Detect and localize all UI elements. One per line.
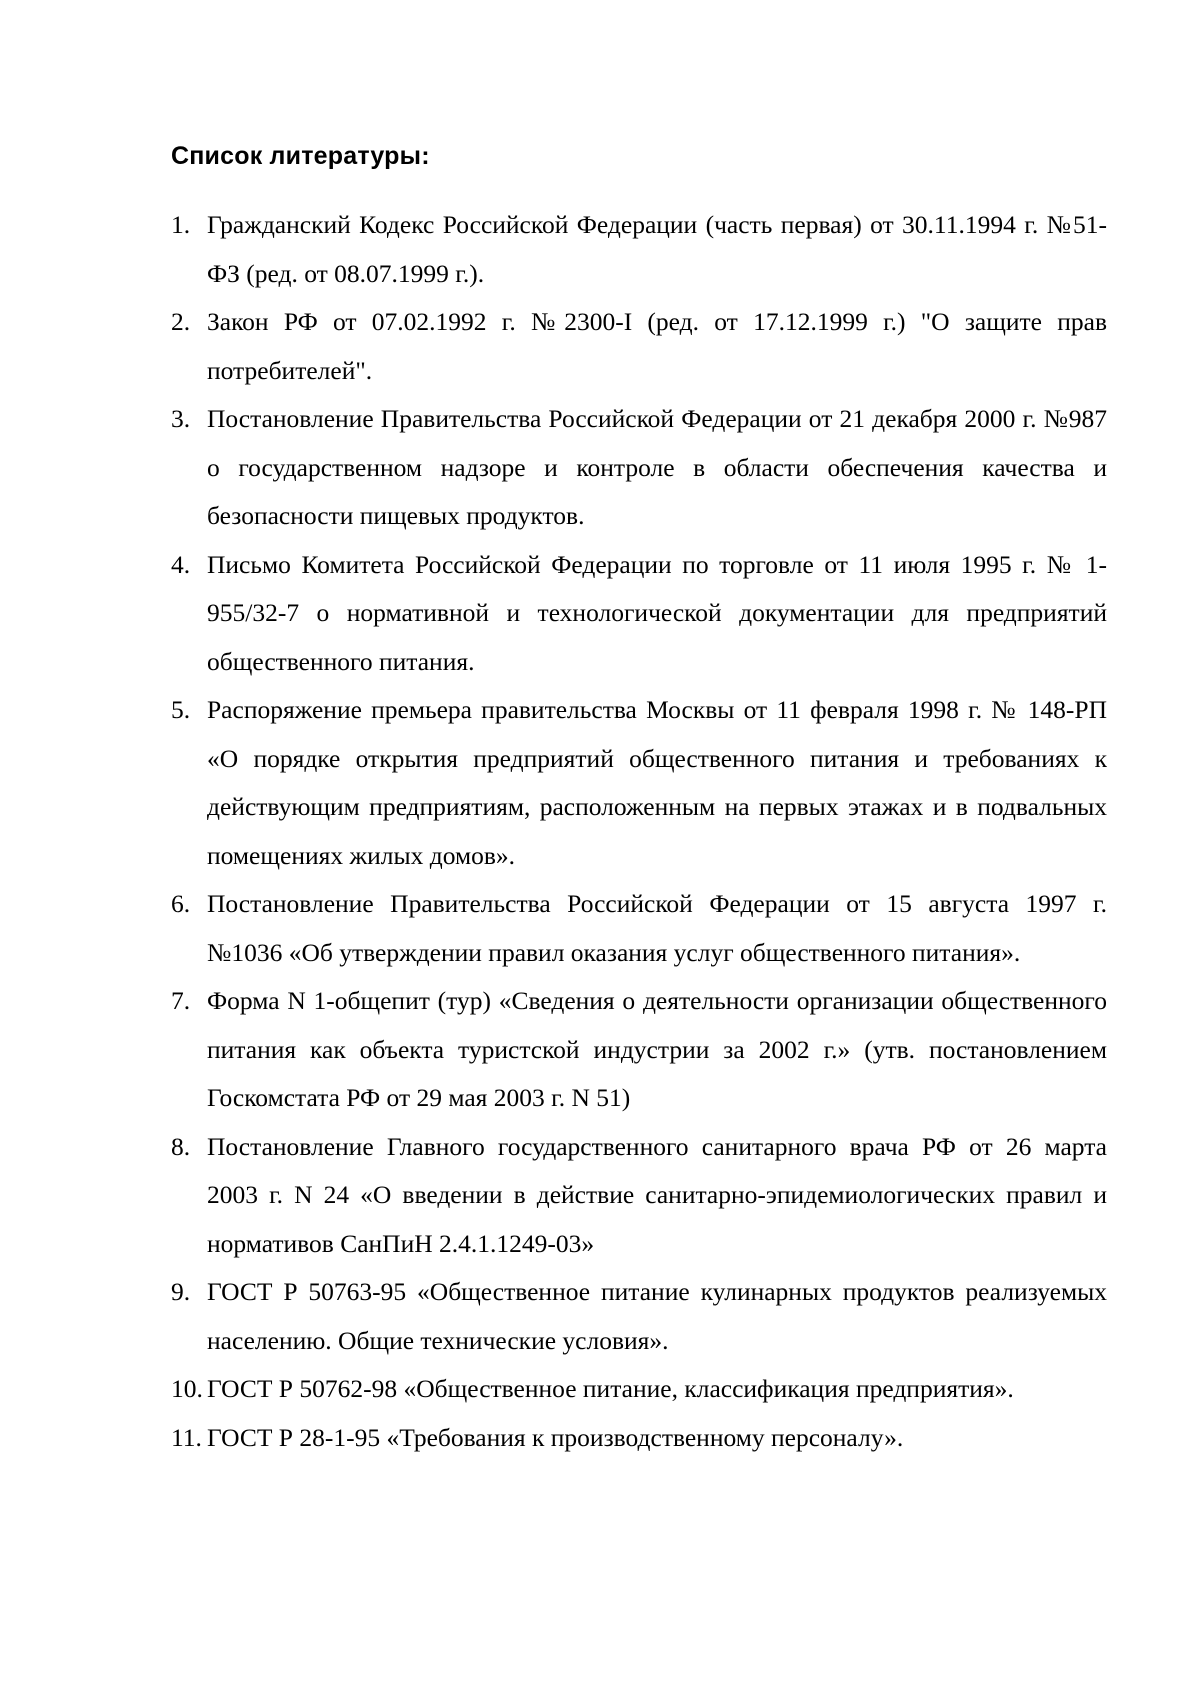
list-item	[171, 880, 1107, 977]
reference-list	[171, 201, 1107, 1462]
item-number: 6.	[171, 889, 191, 918]
list-item	[171, 1414, 1107, 1463]
item-text: ГОСТ Р 50763-95 «Общественное питание кулинарных продуктов реализуемых населению. Общие технические условия».	[207, 1277, 1107, 1355]
list-item	[171, 201, 1107, 298]
item-text: Гражданский Кодекс Российской Федерации (часть первая) от 30.11.1994 г. №51-ФЗ (ред. от 08.07.1999 г.).	[207, 210, 1107, 288]
list-item	[171, 298, 1107, 395]
item-number: 2.	[171, 307, 191, 336]
item-text: ГОСТ Р 50762-98 «Общественное питание, классификация предприятия».	[207, 1374, 1014, 1403]
item-number: 10.	[171, 1374, 203, 1403]
item-number: 4.	[171, 549, 191, 579]
item-text: Письмо Комитета Российской Федерации по торговле от 11 июля 1995 г. № 1-955/32-7 о нормативной и технологической документации для предприятий общественного питания.	[207, 549, 1107, 676]
list-item	[171, 395, 1107, 541]
item-text: Постановление Правительства Российской Федерации от 15 августа 1997 г. №1036 «Об утверждении правил оказания услуг общественного питания».	[207, 889, 1107, 967]
item-number: 11.	[171, 1422, 202, 1452]
list-item	[171, 541, 1107, 687]
list-item	[171, 1123, 1107, 1269]
page-title: Список литературы:	[171, 142, 430, 170]
list-item	[171, 686, 1107, 880]
item-text: Закон РФ от 07.02.1992 г. №2300-I (ред. от 17.12.1999 г.) "О защите прав потребителей".	[207, 307, 1107, 385]
item-number: 3.	[171, 404, 191, 433]
item-text: Форма N 1-общепит (тур) «Сведения о деятельности организации общественного питания как объекта туристской индустрии за 2002 г.» (утв. постановлением Госкомстата РФ от 29 мая 2003 г. N 51)	[207, 986, 1107, 1112]
item-number: 7.	[171, 986, 191, 1015]
item-text: Постановление Правительства Российской Федерации от 21 декабря 2000 г. №987 о государственном надзоре и контроле в области обеспечения качества и безопасности пищевых продуктов.	[207, 404, 1107, 530]
item-number: 1.	[171, 210, 191, 239]
item-number: 9.	[171, 1277, 191, 1306]
item-text: Распоряжение премьера правительства Москвы от 11 февраля 1998 г. № 148-РП «О порядке открытия предприятий общественного питания и требованиях к действующим предприятиям, расположенным на первых этажах и в подвальных помещениях жилых домов».	[207, 695, 1107, 870]
list-item	[171, 977, 1107, 1123]
item-text: ГОСТ Р 28-1-95 «Требования к производственному персоналу».	[207, 1422, 904, 1452]
item-number: 8.	[171, 1131, 191, 1161]
list-item	[171, 1365, 1107, 1414]
item-text: Постановление Главного государственного санитарного врача РФ от 26 марта 2003 г. N 24 «О введении в действие санитарно-эпидемиологических правил и нормативов СанПиН 2.4.1.1249-03»	[207, 1131, 1107, 1258]
item-number: 5.	[171, 695, 191, 724]
list-item	[171, 1268, 1107, 1365]
